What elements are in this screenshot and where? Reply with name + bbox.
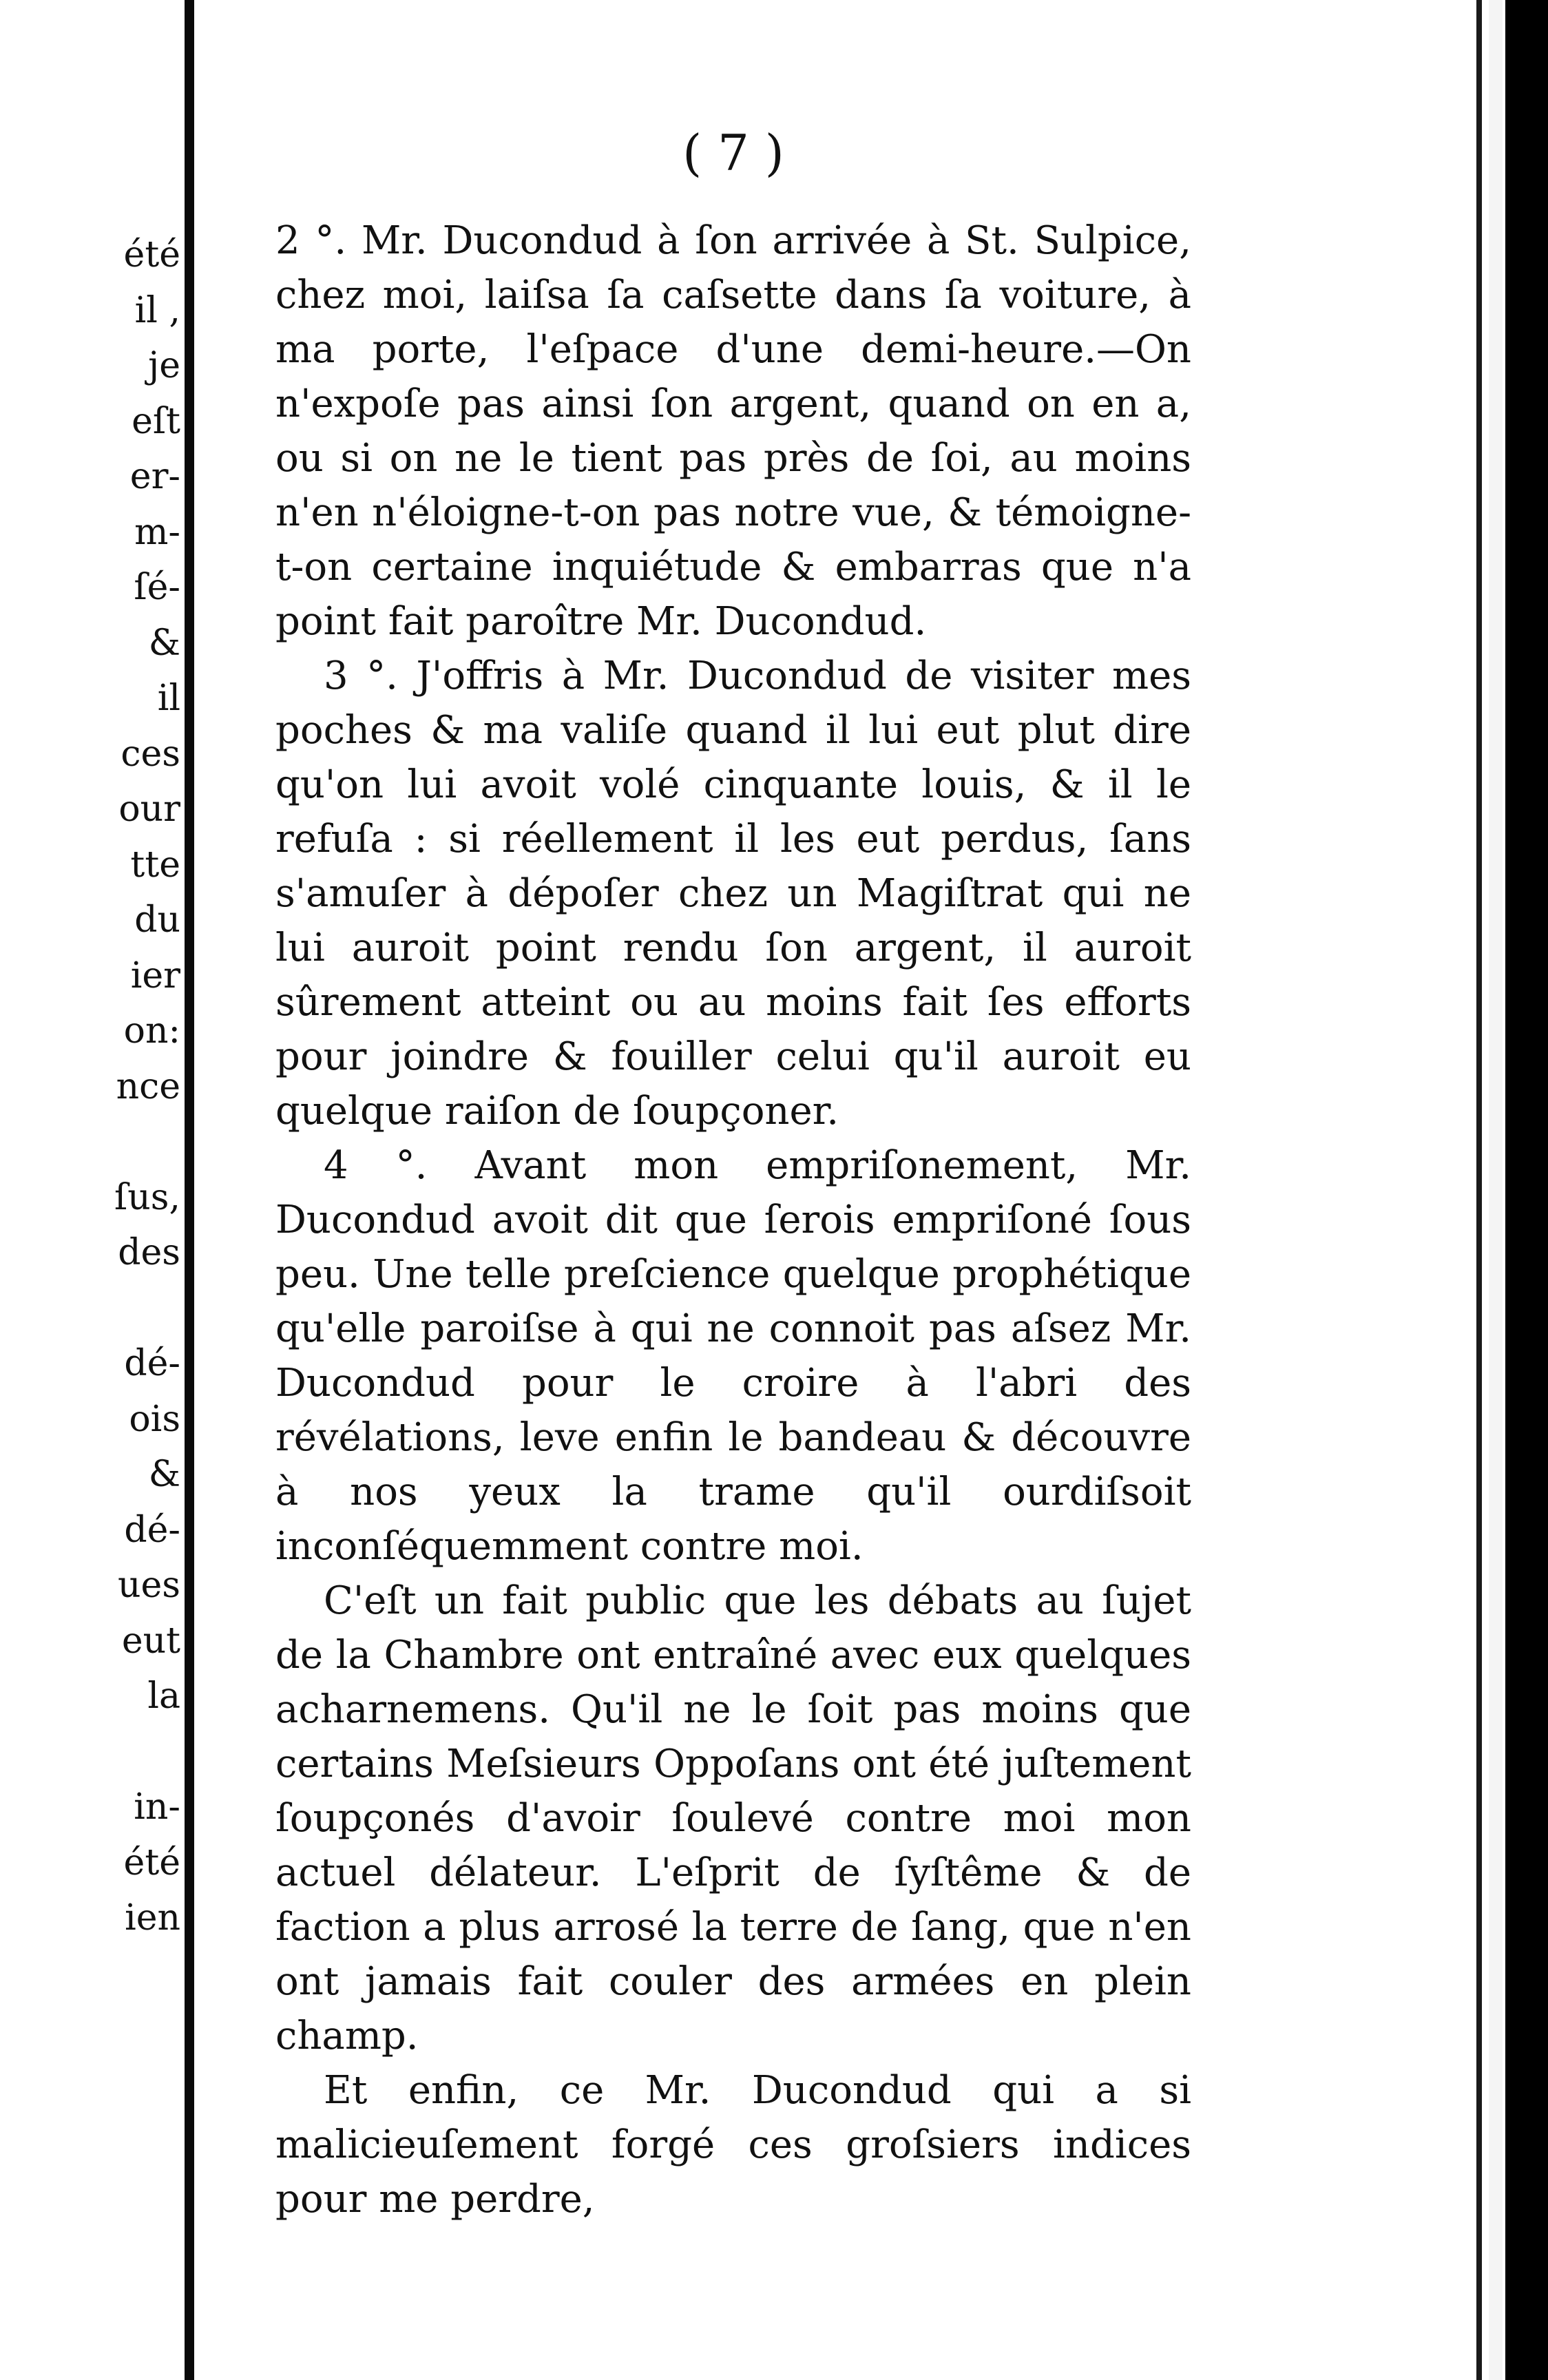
page-edge-line bbox=[1476, 0, 1482, 2380]
page-body bbox=[275, 124, 1191, 2226]
adjacent-line: ien bbox=[125, 1897, 180, 1939]
paragraph-public: C'eſt un fait public que les débats au ſujet de la Chambre ont entraîné avec eux quelques acharnemens. Qu'il ne le ſoit pas moins que certains Meſsieurs Oppoſans ont été juſtement ſoupçonés d'avoir ſoulevé contre moi mon actuel délateur. L'eſprit de ſyſtême & de faction a plus arrosé la terre de ſang, que n'en ont jamais fait couler des armées en plein champ. bbox=[275, 1578, 1191, 2058]
page-edge-dark bbox=[1505, 0, 1548, 2380]
text-block bbox=[275, 213, 1191, 2226]
adjacent-line: dé- bbox=[124, 1343, 180, 1384]
adjacent-line: in- bbox=[134, 1786, 180, 1828]
adjacent-line bbox=[0, 1724, 180, 1780]
adjacent-line: & bbox=[148, 622, 180, 664]
page-edge-light bbox=[1489, 0, 1503, 2380]
adjacent-line: des bbox=[118, 1232, 180, 1273]
adjacent-line: la bbox=[147, 1676, 180, 1717]
adjacent-line: er- bbox=[129, 456, 180, 497]
page-number: ( 7 ) bbox=[682, 124, 784, 182]
paragraph-2: 2 °. Mr. Ducondud à ſon arrivée à St. Sulpice, chez moi, laiſsa ſa caſsette dans ſa voiture, à ma porte, l'eſpace d'une demi-heure.—On n'expoſe pas ainsi ſon argent, quand on en a, ou si on ne le tient pas près de ſoi, au moins n'en n'éloigne-t-on pas notre vue, & témoigne-t-on certaine inquiétude & embarras que n'a point fait paroître Mr. Ducondud. bbox=[275, 218, 1191, 644]
adjacent-line: ois bbox=[129, 1398, 180, 1440]
adjacent-line: tte bbox=[130, 844, 180, 886]
adjacent-line: ſé- bbox=[134, 567, 180, 608]
adjacent-line: été bbox=[123, 1841, 180, 1883]
adjacent-line: ces bbox=[121, 733, 180, 775]
adjacent-line: ues bbox=[118, 1565, 180, 1606]
adjacent-line: ſus, bbox=[114, 1176, 180, 1218]
adjacent-line: our bbox=[118, 789, 180, 830]
adjacent-page-column bbox=[0, 227, 180, 1946]
adjacent-page-fragment bbox=[0, 0, 180, 2380]
adjacent-line: nce bbox=[116, 1065, 180, 1107]
adjacent-line bbox=[0, 1281, 180, 1337]
adjacent-line: eut bbox=[121, 1620, 180, 1662]
paragraph-finally: Et enfin, ce Mr. Ducondud qui a si malicieuſement forgé ces groſsiers indices pour me perdre, bbox=[275, 2068, 1191, 2222]
paragraph-4: 4 °. Avant mon empriſonement, Mr. Ducondud avoit dit que ſerois empriſoné ſous peu. Une telle preſcience quelque prophétique qu'elle paroiſse à qui ne connoit pas aſsez Mr. Ducondud pour le croire à l'abri des révélations, leve enfin le bandeau & découvre à nos yeux la trame qu'il ourdiſsoit inconſéquemment contre moi. bbox=[275, 1143, 1191, 1569]
adjacent-line: je bbox=[148, 345, 180, 386]
adjacent-line: il bbox=[157, 678, 180, 719]
adjacent-line: m- bbox=[134, 511, 180, 553]
adjacent-line: on: bbox=[123, 1010, 180, 1052]
adjacent-line: & bbox=[148, 1454, 180, 1495]
adjacent-line: ier bbox=[130, 954, 180, 996]
adjacent-line: dé- bbox=[124, 1509, 180, 1551]
adjacent-line: il , bbox=[134, 289, 180, 331]
adjacent-line: eſt bbox=[132, 400, 180, 442]
adjacent-line bbox=[0, 1114, 180, 1170]
adjacent-line: été bbox=[123, 234, 180, 275]
gutter-shadow bbox=[185, 0, 194, 2380]
adjacent-line: du bbox=[134, 899, 180, 941]
paragraph-3: 3 °. J'offris à Mr. Ducondud de visiter mes poches & ma valiſe quand il lui eut plut dire qu'on lui avoit volé cinquante louis, & il le refuſa : si réellement il les eut perdus, ſans s'amuſer à dépoſer chez un Magiſtrat qui ne lui auroit point rendu ſon argent, il auroit sûrement atteint ou au moins fait ſes efforts pour joindre & fouiller celui qu'il auroit eu quelque raiſon de ſoupçoner. bbox=[275, 654, 1191, 1134]
